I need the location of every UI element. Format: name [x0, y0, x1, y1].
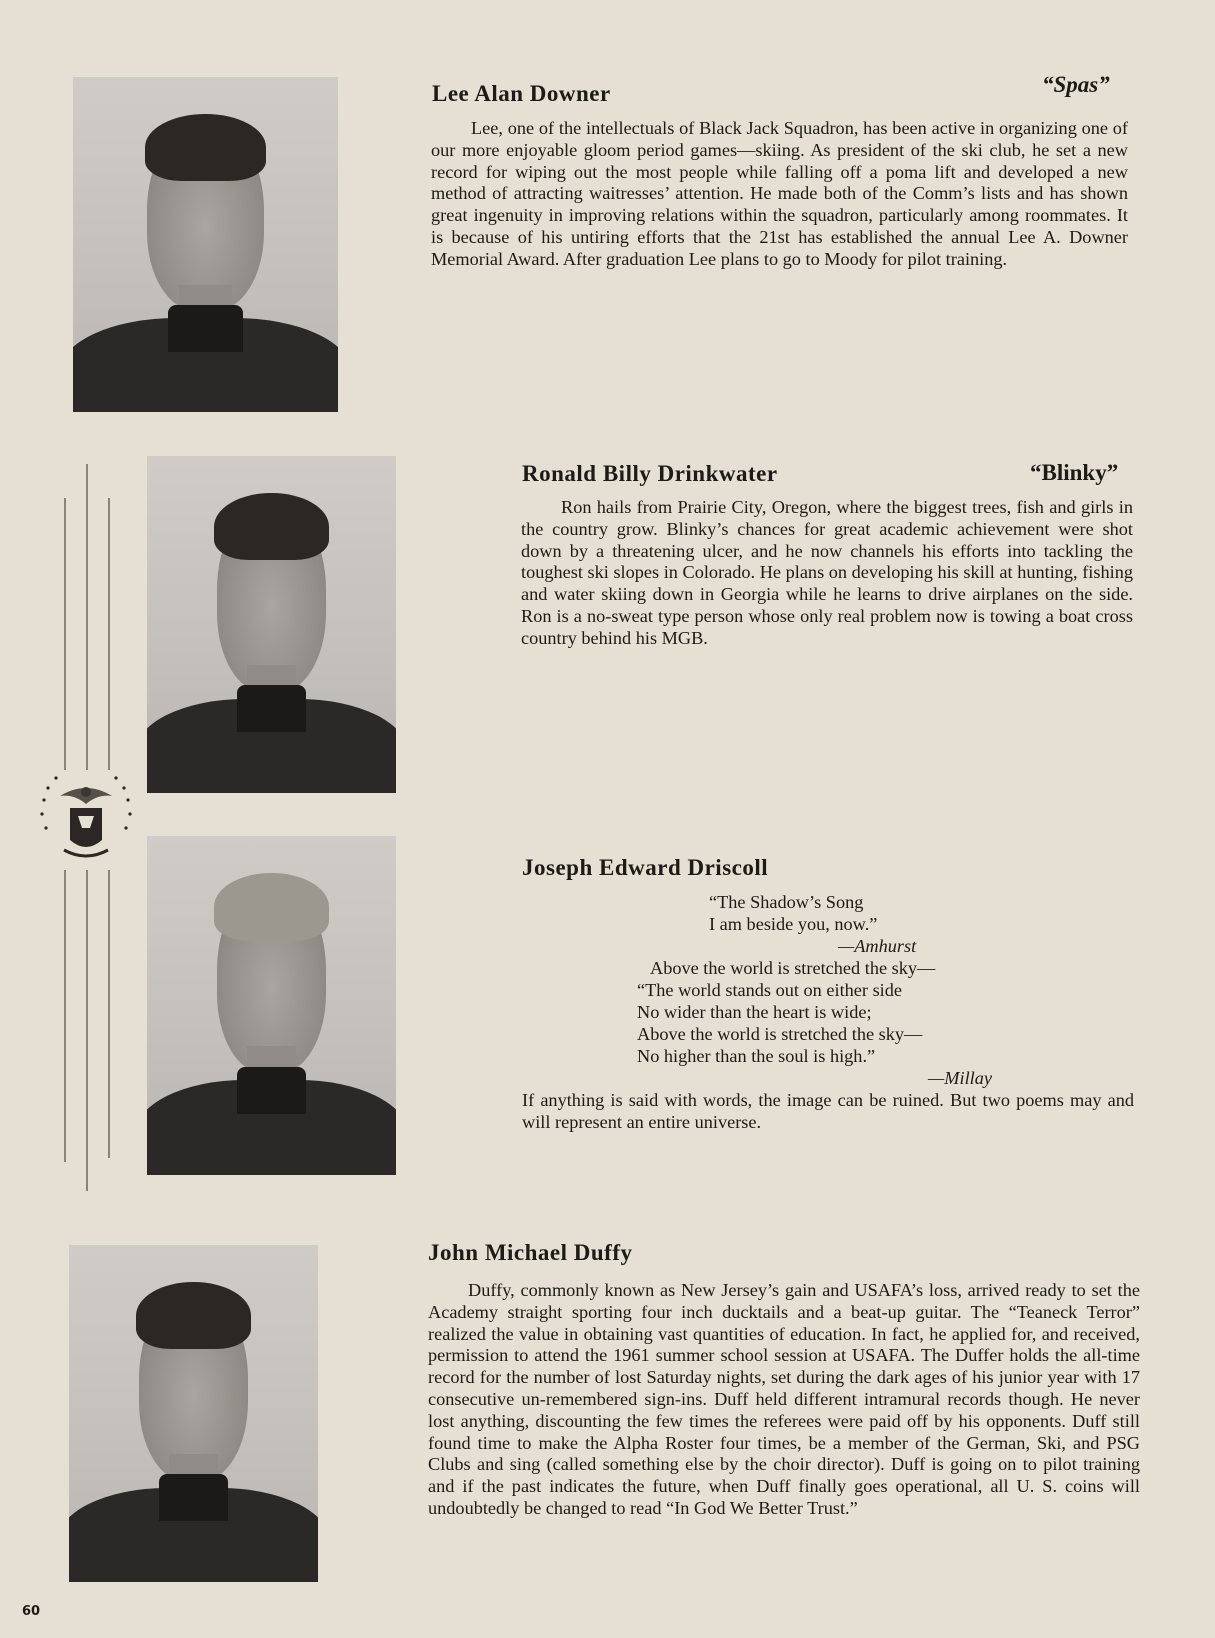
portrait-photo-duffy: [69, 1245, 318, 1582]
entry-bio-duffy: Duffy, commonly known as New Jersey’s gain and USAFA’s loss, arrived ready to set the Academy straight sporting four inch ducktails and a beat-up guitar. The “Teaneck Terror” realized the value in obtaining vast quantities of education. In fact, he applied for, and received, permission to attend the 1961 summer school session at USAFA. The Duffer holds the all-time record for the number of lost Saturday nights, set during the dark ages of his junior year with 17 consecutive un-remembered sign-ins. Duff held different intramural records though. He never lost anything, discounting the few times the referees were paid off by his opponents. Duff still found time to make the Alpha Roster four times, be a member of the German, Ski, and PSG Clubs and sing (called something else by the choir director). Duff is going on to pilot training and if the past indicates the future, when Duff finally goes operational, all U. S. coins will undoubtedly be changed to read “In God We Better Trust.”: [428, 1280, 1140, 1518]
entry-nickname-drinkwater: “Blinky”: [1030, 460, 1119, 485]
portrait-photo-driscoll: [147, 836, 396, 1175]
poem-line: “The Shadow’s Song: [709, 892, 864, 912]
poem-line: Above the world is stretched the sky—: [650, 958, 936, 978]
page-number: 60: [22, 1604, 41, 1619]
poem-line: No wider than the heart is wide;: [637, 1002, 872, 1022]
poem-attribution: —Amhurst: [838, 936, 917, 956]
poem-line: “The world stands out on either side: [637, 980, 903, 1000]
entry-nickname-downer: “Spas”: [1042, 72, 1110, 97]
entry-bio-drinkwater: Ron hails from Prairie City, Oregon, where the biggest trees, fish and girls in the country grow. Blinky’s chances for great academic achievement were shot down by a threatening ulcer, and he now channels his efforts into tackling the toughest ski slopes in Colorado. He plans on developing his skill at hunting, fishing and water skiing down in Georgia while he learns to drive airplanes on the side. Ron is a no-sweat type person whose only real problem now is towing a boat cross country behind his MGB.: [521, 497, 1133, 648]
entry-bio-driscoll: If anything is said with words, the image can be ruined. But two poems may and will represent an entire universe.: [522, 1090, 1134, 1132]
poem-block: [520, 892, 1133, 1088]
entry-name-duffy: John Michael Duffy: [428, 1240, 633, 1265]
portrait-photo-drinkwater: [147, 456, 396, 793]
entry-name-driscoll: Joseph Edward Driscoll: [522, 855, 769, 880]
academy-crest-icon: [38, 770, 134, 870]
poem-line: No higher than the soul is high.”: [637, 1046, 876, 1066]
poem-line: I am beside you, now.”: [709, 914, 878, 934]
entry-bio-downer: Lee, one of the intellectuals of Black Jack Squadron, has been active in organizing one of our more enjoyable gloom period games—skiing. As president of the ski club, he set a new record for wiping out the most people while falling off a poma lift and developed a new method of attracting waitresses’ attention. He made both of the Comm’s lists and has shown great ingenuity in improving relations within the squadron, particularly among roommates. It is because of his untiring efforts that the 21st has established the annual Lee A. Downer Memorial Award. After graduation Lee plans to go to Moody for pilot training.: [431, 118, 1128, 269]
poem-line: Above the world is stretched the sky—: [637, 1024, 923, 1044]
entry-name-downer: Lee Alan Downer: [432, 81, 611, 106]
entry-name-drinkwater: Ronald Billy Drinkwater: [522, 461, 778, 486]
portrait-photo-downer: [73, 77, 338, 412]
poem-attribution: —Millay: [928, 1068, 992, 1088]
